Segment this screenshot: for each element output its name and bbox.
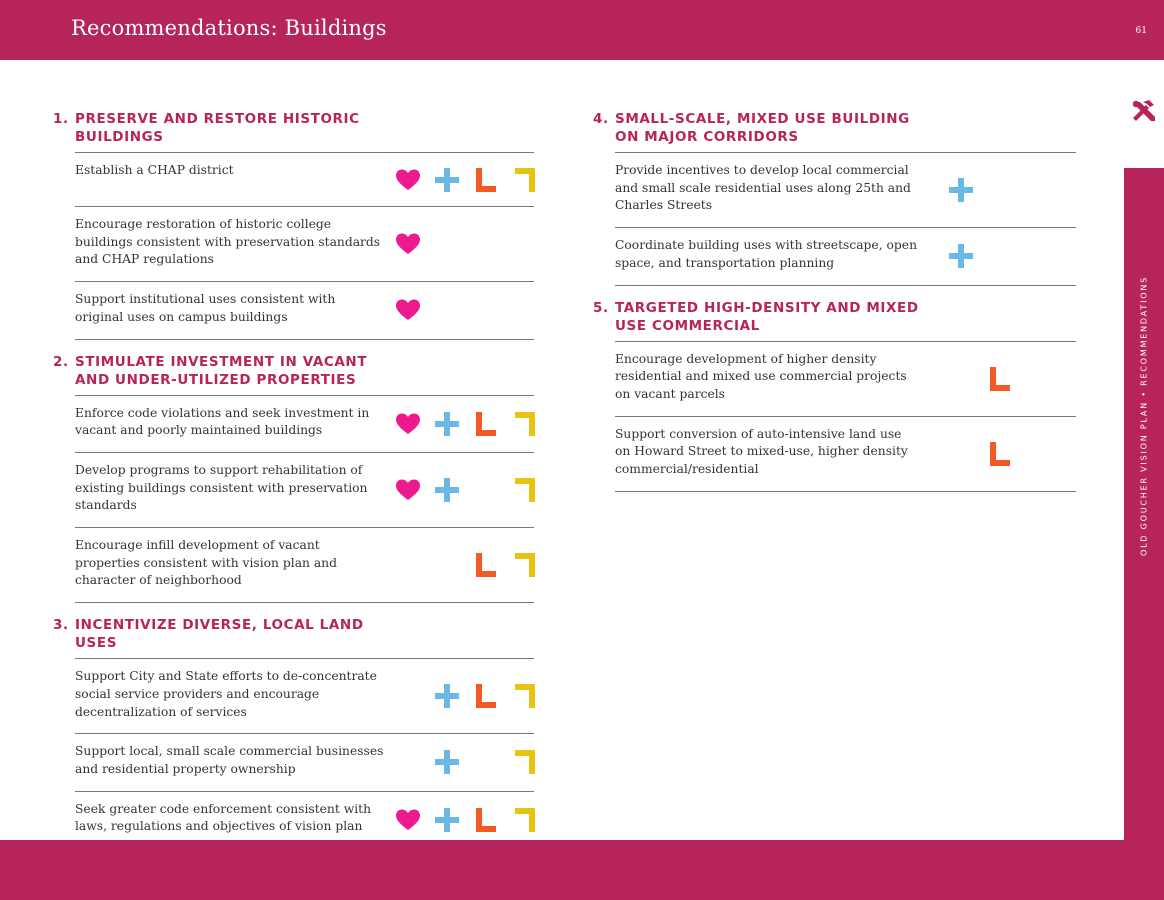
recommendation-text-line: on Howard Street to mixed-use, higher density — [615, 444, 908, 459]
icon-group — [395, 477, 538, 503]
icon-group — [909, 177, 1052, 203]
recommendation-text-line: standards — [75, 498, 137, 513]
recommendation-text-line: Charles Streets — [615, 198, 713, 213]
page-number: 61 — [1135, 26, 1147, 36]
recommendation-row — [75, 734, 534, 791]
cross-icon — [434, 411, 460, 437]
recommendation-row — [75, 659, 534, 734]
cross-icon — [434, 477, 460, 503]
icon-group — [395, 749, 538, 775]
recommendation-text-line: social service providers and encourage — [75, 686, 320, 701]
recommendation-row — [615, 417, 1076, 492]
section-heading — [593, 299, 1076, 335]
l-shape-icon — [473, 411, 499, 437]
corner-shape-icon — [512, 167, 538, 193]
recommendation-text-line: Coordinate building uses with streetscape, open — [615, 238, 917, 253]
cross-icon — [948, 177, 974, 203]
recommendation-row — [75, 396, 534, 453]
l-shape-icon — [987, 366, 1013, 392]
section-number: 5. — [593, 299, 609, 316]
header-bar — [0, 0, 1164, 60]
footer-bar — [0, 840, 1164, 900]
l-shape-icon — [473, 552, 499, 578]
recommendation-text-line: Support City and State efforts to de-concentrate — [75, 669, 377, 684]
section-title-line: PRESERVE AND RESTORE HISTORIC — [75, 111, 360, 127]
recommendation-text-line: Support conversion of auto-intensive land use — [615, 426, 902, 441]
section-heading — [53, 353, 534, 389]
icon-group — [909, 243, 1052, 269]
recommendation-text-line: Enforce code violations and seek investment in — [75, 405, 370, 420]
section-title-line: STIMULATE INVESTMENT IN VACANT — [75, 353, 368, 370]
cross-icon — [434, 807, 460, 833]
recommendation-list — [75, 152, 534, 340]
section-title-line: USE COMMERCIAL — [615, 317, 760, 334]
right-column — [593, 110, 1076, 492]
section-number: 3. — [53, 617, 69, 634]
recommendation-text-line: character of neighborhood — [75, 573, 242, 588]
icon-group — [395, 231, 538, 257]
recommendation-text-line: Establish a CHAP district — [75, 163, 234, 177]
recommendation-row — [75, 153, 534, 207]
heart-icon — [395, 807, 421, 833]
icon-group — [395, 411, 538, 437]
section-title-line: TARGETED HIGH-DENSITY AND MIXED — [615, 299, 919, 316]
recommendation-row — [615, 228, 1076, 285]
section-gap — [593, 286, 1076, 299]
recommendation-text-line: properties consistent with vision plan and — [75, 555, 337, 570]
recommendation-text-line: existing buildings consistent with preservation — [75, 480, 368, 495]
corner-shape-icon — [512, 552, 538, 578]
icon-group — [395, 167, 538, 193]
recommendation-row — [75, 207, 534, 282]
recommendation-text-line: Encourage restoration of historic college — [75, 217, 332, 231]
corner-shape-icon — [512, 683, 538, 709]
section-number: 2. — [53, 353, 69, 370]
recommendation-text-line: Encourage development of higher density — [615, 351, 877, 366]
cross-icon — [948, 243, 974, 269]
side-label-container — [1124, 168, 1164, 840]
corner-shape-icon — [512, 477, 538, 503]
recommendation-text-line: Support local, small scale commercial businesses — [75, 744, 384, 759]
heart-icon — [395, 411, 421, 437]
cross-icon — [434, 749, 460, 775]
icon-group — [909, 441, 1052, 467]
recommendation-text-line: decentralization of services — [75, 704, 247, 719]
icon-group — [395, 297, 538, 323]
heart-icon — [395, 167, 421, 193]
l-shape-icon — [473, 807, 499, 833]
section-heading — [593, 110, 1076, 146]
corner-shape-icon — [512, 411, 538, 437]
recommendation-list — [75, 395, 534, 604]
recommendation-list — [615, 341, 1076, 492]
section-heading — [53, 616, 534, 652]
section-title-line: INCENTIVIZE DIVERSE, LOCAL LAND — [75, 617, 364, 634]
recommendation-text-line: Provide incentives to develop local commercial — [615, 163, 909, 177]
section-title-line: AND UNDER-UTILIZED PROPERTIES — [75, 371, 357, 388]
l-shape-icon — [473, 683, 499, 709]
recommendation-text-line: Develop programs to support rehabilitation of — [75, 462, 363, 477]
heart-icon — [395, 297, 421, 323]
recommendation-text-line: Support institutional uses consistent with — [75, 292, 336, 307]
section-title-line: USES — [75, 635, 118, 652]
cross-icon — [434, 167, 460, 193]
icon-group — [395, 683, 538, 709]
section-heading — [53, 110, 534, 146]
recommendation-text-line: residential and mixed use commercial projects — [615, 369, 907, 384]
section-gap — [53, 603, 534, 616]
recommendation-row — [75, 282, 534, 339]
recommendation-text-line: and residential property ownership — [75, 761, 296, 776]
recommendation-row — [75, 528, 534, 603]
recommendation-list — [615, 152, 1076, 286]
recommendation-row — [75, 453, 534, 528]
icon-group — [909, 366, 1052, 392]
recommendation-text-line: laws, regulations and objectives of vision plan — [75, 819, 363, 834]
page-title: Recommendations: Buildings — [71, 16, 387, 40]
recommendation-row — [615, 342, 1076, 417]
recommendation-text-line: vacant and poorly maintained buildings — [75, 423, 323, 438]
heart-icon — [395, 477, 421, 503]
cross-icon — [434, 683, 460, 709]
section-title-line: BUILDINGS — [75, 129, 164, 145]
l-shape-icon — [987, 441, 1013, 467]
heart-icon — [395, 231, 421, 257]
corner-shape-icon — [512, 749, 538, 775]
section-title-line: ON MAJOR CORRIDORS — [615, 129, 799, 145]
recommendation-text-line: and small scale residential uses along 25th and — [615, 180, 911, 195]
section-number: 1. — [53, 111, 69, 127]
hammer-wrench-icon — [1130, 98, 1158, 126]
recommendation-text-line: buildings consistent with preservation standards — [75, 234, 381, 249]
recommendation-text-line: Seek greater code enforcement consistent with — [75, 801, 372, 816]
side-label: OLD GOUCHER VISION PLAN • RECOMMENDATIONS — [1139, 275, 1149, 557]
recommendation-text-line: and CHAP regulations — [75, 252, 214, 267]
section-number: 4. — [593, 111, 609, 127]
recommendation-text-line: commercial/residential — [615, 462, 759, 477]
left-column — [53, 110, 534, 849]
section-title-line: SMALL-SCALE, MIXED USE BUILDING — [615, 111, 910, 127]
recommendation-list — [75, 658, 534, 849]
icon-group — [395, 552, 538, 578]
icon-group — [395, 807, 538, 833]
corner-shape-icon — [512, 807, 538, 833]
recommendation-text-line: space, and transportation planning — [615, 255, 835, 270]
recommendation-text-line: Encourage infill development of vacant — [75, 538, 320, 553]
l-shape-icon — [473, 167, 499, 193]
recommendation-row — [615, 153, 1076, 228]
section-gap — [53, 340, 534, 353]
recommendation-text-line: on vacant parcels — [615, 386, 725, 401]
recommendation-text-line: original uses on campus buildings — [75, 309, 288, 324]
